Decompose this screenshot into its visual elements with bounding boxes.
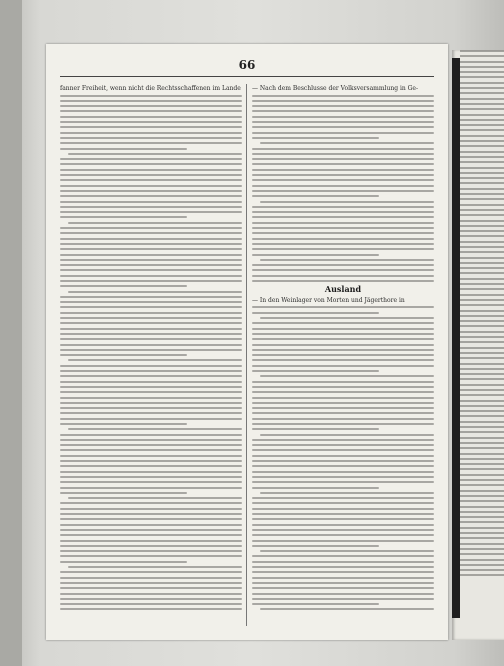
right-column-text-lines [252, 84, 434, 626]
left-column-first-line: fanner Freiheit, wenn nicht die Rechtsschaffenen im Lande [60, 85, 241, 92]
right-column [252, 84, 434, 626]
page-number: 66 [238, 58, 256, 72]
document-page [46, 44, 448, 640]
book-gutter [0, 0, 22, 666]
ausland-first-line: — In den Weinlager von Morten und Jägerthore in [252, 296, 434, 306]
left-column-text-lines [60, 84, 242, 626]
left-column [60, 84, 242, 626]
right-column-first-line: — Nach dem Beschlusse der Volksversammlung in Ge- [252, 84, 434, 94]
section-heading-ausland: Ausland [252, 284, 434, 294]
binding-shadow [452, 58, 460, 618]
header-rule [60, 76, 434, 77]
column-divider [246, 84, 247, 626]
